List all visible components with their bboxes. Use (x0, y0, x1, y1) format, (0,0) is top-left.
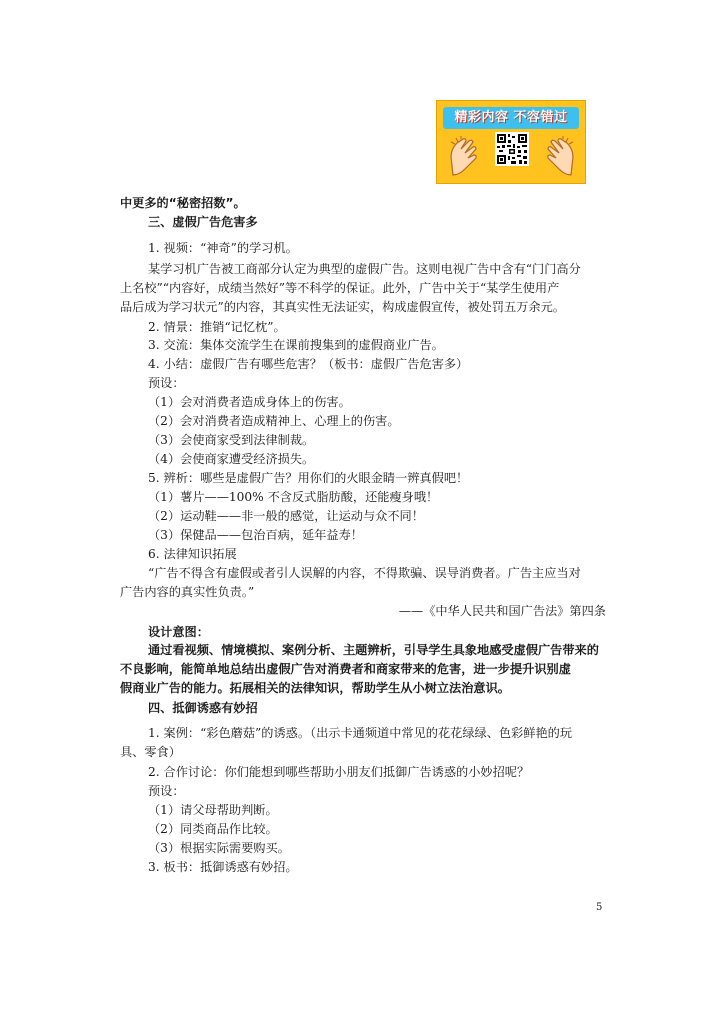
section-heading: 四、抵御诱惑有妙招 (148, 701, 258, 715)
text-line: （2）同类商品作比较。 (148, 822, 278, 836)
text-line: 预设： (148, 376, 185, 390)
text-line: 通过看视频、情境模拟、案例分析、主题辨析，引导学生具象地感受虚假广告带来的 (148, 643, 599, 657)
text-line: 品后成为学习状元”的内容，其真实性无法证实，构成虚假宣传，被处罚五万余元。 (120, 300, 565, 314)
text-line: （2）运动鞋——非一般的感觉，让运动与众不同！ (148, 509, 424, 523)
text-line: 6. 法律知识拓展 (148, 547, 237, 561)
promo-banner (436, 100, 586, 184)
text-line: 设计意图： (148, 625, 209, 639)
quote-line: 广告内容的真实性负责。” (120, 585, 255, 599)
text-line: （1）请父母帮助判断。 (148, 803, 278, 817)
text-line: （1）会对消费者造成身体上的伤害。 (148, 395, 351, 409)
text-line: 1. 案例：“彩色蘑菇”的诱惑。（出示卡通频道中常见的花花绿绿、色彩鲜艳的玩 (148, 726, 573, 740)
text-line: （3）根据实际需要购买。 (148, 841, 290, 855)
text-line: 某学习机广告被工商部分认定为典型的虚假广告。这则电视广告中含有“门门高分 (148, 262, 581, 276)
text-line: （3）会使商家受到法律制裁。 (148, 433, 315, 447)
text-line: （1）薯片——100% 不含反式脂肪酸，还能瘦身哦！ (148, 490, 439, 504)
text-line: 假商业广告的能力。拓展相关的法律知识，帮助学生从小树立法治意识。 (120, 681, 510, 695)
qr-code-icon (495, 132, 529, 166)
section-heading: 三、虚假广告危害多 (148, 215, 258, 229)
quote-source: ——《中华人民共和国广告法》第四条 (398, 604, 606, 618)
clapping-hands-icon (541, 135, 577, 179)
text-line: 3. 板书：抵御诱惑有妙招。 (148, 860, 298, 874)
text-line: （2）会对消费者造成精神上、心理上的伤害。 (148, 414, 400, 428)
text-line: （4）会使商家遭受经济损失。 (148, 452, 315, 466)
text-line: 上名校”“内容好，成绩当然好”等不科学的保证。此外，广告中关于“某学生使用产 (120, 281, 560, 295)
text-line: 3. 交流：集体交流学生在课前搜集到的虚假商业广告。 (148, 338, 444, 352)
page-number: 5 (596, 902, 603, 913)
text-line: （3）保健品——包治百病，延年益寿！ (148, 528, 363, 542)
text-line: 5. 辨析：哪些是虚假广告？用你们的火眼金睛一辨真假吧！ (148, 471, 469, 485)
text-line: 不良影响，能简单地总结出虚假广告对消费者和商家带来的危害，进一步提升识别虚 (120, 662, 571, 676)
text-line: 4. 小结：虚假广告有哪些危害？（板书：虚假广告危害多） (148, 357, 469, 371)
clapping-hands-icon (447, 135, 483, 179)
text-line: 具、零食） (120, 745, 181, 759)
text-line: 中更多的“秘密招数”。 (120, 196, 246, 210)
quote-line: “广告不得含有虚假或者引人误解的内容，不得欺骗、误导消费者。广告主应当对 (148, 566, 581, 580)
text-line: 2. 情景：推销“记忆枕”。 (148, 320, 286, 334)
text-line: 预设： (148, 784, 185, 798)
banner-title: 精彩内容 不容错过 (443, 107, 579, 129)
text-line: 1. 视频：“神奇”的学习机。 (148, 241, 298, 255)
text-line: 2. 合作讨论：你们能想到哪些帮助小朋友们抵御广告诱惑的小妙招呢？ (148, 765, 530, 779)
